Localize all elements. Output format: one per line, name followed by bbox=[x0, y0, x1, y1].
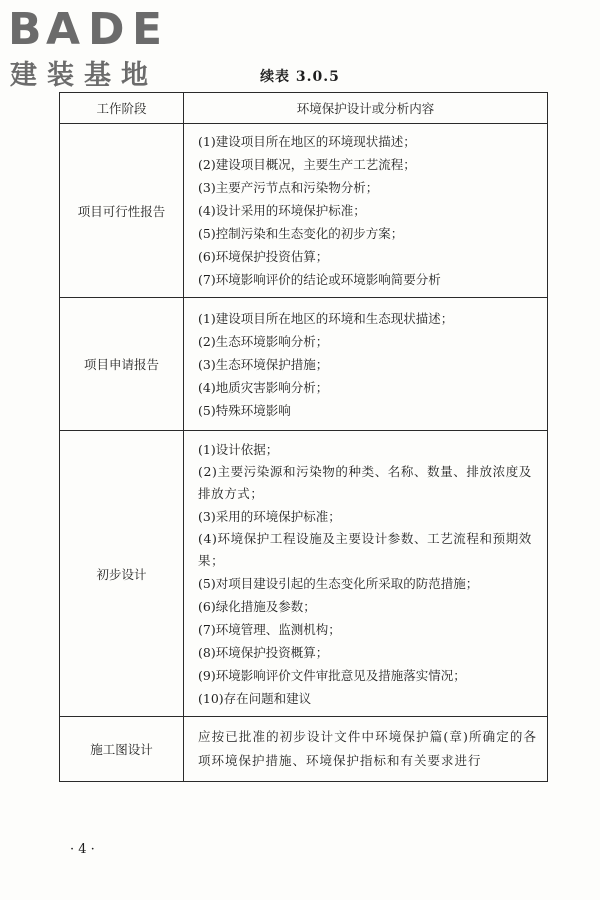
list-item: (6)绿化措施及参数； bbox=[198, 598, 316, 614]
list-item: (4)地质灾害影响分析； bbox=[198, 379, 329, 395]
content-cell bbox=[184, 298, 548, 431]
paragraph-text: 应按已批准的初步设计文件中环境保护篇(章)所确定的各项环境保护措施、环境保护指标和有关要求进行 bbox=[198, 729, 537, 768]
logo-chinese-text: 建装基地 bbox=[10, 60, 158, 91]
list-item: (9)环境影响评价文件审批意见及措施落实情况； bbox=[198, 667, 466, 683]
logo-letter: B bbox=[8, 4, 42, 55]
table-row bbox=[60, 431, 548, 717]
list-item: (3)采用的环境保护标准； bbox=[198, 508, 341, 524]
column-header-stage: 工作阶段 bbox=[60, 93, 184, 124]
list-item: (6)环境保护投资估算； bbox=[198, 249, 329, 264]
list-item: (3)生态环境保护措施； bbox=[198, 356, 329, 372]
page-number: · 4 · bbox=[70, 842, 95, 857]
list-item: (10)存在问题和建议 bbox=[198, 690, 312, 706]
stage-cell: 初步设计 bbox=[60, 431, 184, 717]
list-item: (1)建设项目所在地区的环境和生态现状描述； bbox=[198, 310, 454, 326]
list-item: (4)环境保护工程设施及主要设计参数、工艺流程和预期效果； bbox=[198, 530, 532, 568]
logo-letter: E bbox=[132, 4, 163, 55]
list-item: (2)建设项目概况，主要生产工艺流程； bbox=[198, 157, 416, 172]
column-header-content: 环境保护设计或分析内容 bbox=[184, 93, 548, 124]
list-item: (8)环境保护投资概算； bbox=[198, 644, 329, 660]
logo-letter: D bbox=[88, 4, 125, 55]
list-item: (7)环境管理、监测机构； bbox=[198, 621, 341, 637]
list-item: (2)主要污染源和污染物的种类、名称、数量、排放浓度及排放方式； bbox=[198, 463, 532, 501]
list-item: (3)主要产污节点和污染物分析； bbox=[198, 180, 379, 195]
list-item: (1)设计依据； bbox=[198, 441, 279, 457]
content-cell bbox=[184, 124, 548, 298]
table-header-row bbox=[60, 93, 548, 124]
list-item: (4)设计采用的环境保护标准； bbox=[198, 203, 366, 218]
list-item: (1)建设项目所在地区的环境现状描述； bbox=[198, 134, 416, 149]
content-cell bbox=[184, 717, 548, 782]
environmental-protection-table bbox=[59, 92, 548, 782]
table-caption: 续表 3.0.5 bbox=[260, 69, 340, 85]
logo-wordmark bbox=[8, 6, 173, 54]
stage-cell: 项目申请报告 bbox=[60, 298, 184, 431]
table-row bbox=[60, 298, 548, 431]
logo-letter: A bbox=[46, 4, 81, 55]
list-item: (7)环境影响评价的结论或环境影响简要分析 bbox=[198, 272, 441, 287]
list-item: (5)控制污染和生态变化的初步方案； bbox=[198, 226, 404, 241]
stage-cell: 项目可行性报告 bbox=[60, 124, 184, 298]
stage-cell: 施工图设计 bbox=[60, 717, 184, 782]
list-item: (2)生态环境影响分析； bbox=[198, 333, 329, 349]
list-item: (5)特殊环境影响 bbox=[198, 402, 291, 418]
table-row bbox=[60, 124, 548, 298]
content-cell bbox=[184, 431, 548, 717]
table-row bbox=[60, 717, 548, 782]
list-item: (5)对项目建设引起的生态变化所采取的防范措施； bbox=[198, 575, 479, 591]
